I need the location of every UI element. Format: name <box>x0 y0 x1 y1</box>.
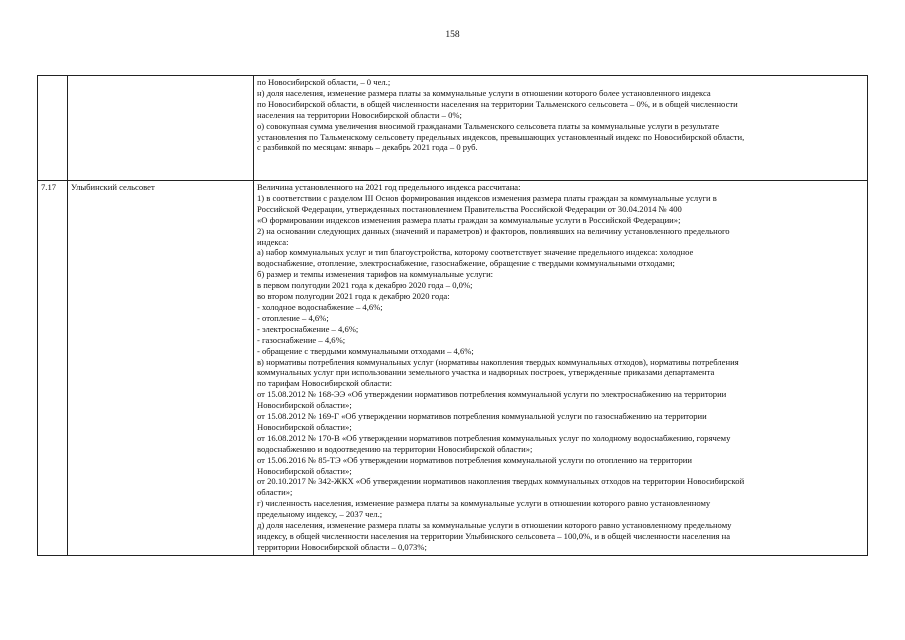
text-line: - газоснабжение – 4,6%; <box>257 334 346 345</box>
text-line: - электроснабжение – 4,6%; <box>257 323 359 334</box>
text-line: от 15.06.2016 № 85-ТЭ «Об утверждении нормативов потребления коммунальной услуги по отоплению на территории <box>257 454 692 465</box>
index-description-cell <box>254 181 868 556</box>
table-body <box>38 76 868 556</box>
text-line: б) размер и темпы изменения тарифов на коммунальные услуги: <box>257 269 494 280</box>
text-line: от 20.10.2017 № 342-ЖКХ «Об утверждении нормативов накопления твердых коммунальных отходов на территории Новосибирской <box>257 476 745 487</box>
row-number: 7.17 <box>41 182 57 192</box>
index-table <box>37 75 868 556</box>
text-line: водоснабжение, отопление, электроснабжение, газоснабжение, обращение с твердыми коммунальными отходами; <box>257 258 675 269</box>
text-line: территории Новосибирской области – 0,073%; <box>257 541 427 552</box>
text-line: 1) в соответствии с разделом III Основ формирования индексов изменения размера платы граждан за коммунальные услуги в <box>257 192 717 203</box>
row-number-cell <box>38 181 68 556</box>
text-line: а) набор коммунальных услуг и тип благоустройства, которому соответствует значение предельного индекса: холодное <box>257 247 694 258</box>
text-line: предельному индексу, – 2037 чел.; <box>257 509 383 520</box>
text-line: Новосибирской области»; <box>257 400 352 411</box>
text-line: Российской Федерации, утвержденных постановлением Правительства Российской Федерации от 30.04.2014 № 400 <box>257 203 682 214</box>
table-row <box>38 76 868 181</box>
text-line: от 16.08.2012 № 170-В «Об утверждении нормативов потребления коммунальных услуг по холодному водоснабжению, горячему <box>257 432 731 443</box>
text-line: - отопление – 4,6%; <box>257 312 329 323</box>
text-line: с разбивкой по месяцам: январь – декабрь 2021 года – 0 руб. <box>257 142 478 153</box>
text-line: д) доля населения, изменение размера платы за коммунальные услуги в отношении которого равно установленному предельному <box>257 520 732 531</box>
text-line: в первом полугодии 2021 года к декабрю 2020 года – 0,0%; <box>257 280 473 291</box>
text-line: по Новосибирской области, в общей численности населения на территории Тальменского сельсовета – 0%, и в общей численности <box>257 98 738 109</box>
text-line: в) нормативы потребления коммунальных услуг (нормативы накопления твердых коммунальных отходов), нормативы потребления <box>257 356 739 367</box>
text-line: Новосибирской области»; <box>257 421 352 432</box>
text-line: н) доля населения, изменение размера платы за коммунальные услуги в отношении которого более установленного индекса <box>257 87 711 98</box>
text-line: о) совокупная сумма увеличения вносимой гражданами Тальменского сельсовета платы за коммунальные услуги в результате <box>257 120 720 131</box>
municipality-cell <box>68 76 254 181</box>
table-row <box>38 181 868 556</box>
municipality-name: Улыбинский сельсовет <box>71 182 155 192</box>
text-line: «О формировании индексов изменения размера платы граждан за коммунальные услуги в Российской Федерации»; <box>257 214 681 225</box>
municipality-cell <box>68 181 254 556</box>
text-line: г) численность населения, изменение размера платы за коммунальные услуги в отношении которого равно установленному <box>257 498 711 509</box>
text-line: индексу, в общей численности населения на территории Улыбинского сельсовета – 100,0%, и в общей численности населения на <box>257 531 731 541</box>
text-line: Величина установленного на 2021 год предельного индекса рассчитана: <box>257 182 521 192</box>
text-line: 2) на основании следующих данных (значений и параметров) и факторов, повлиявших на величину установленного предельного <box>257 225 730 236</box>
text-line: от 15.08.2012 № 169-Г «Об утверждении нормативов потребления коммунальной услуги по газоснабжению на территории <box>257 411 707 422</box>
text-line: Новосибирской области»; <box>257 465 352 476</box>
text-line: по тарифам Новосибирской области: <box>257 378 392 389</box>
text-line: во втором полугодии 2021 года к декабрю 2020 года: <box>257 291 450 302</box>
text-line: населения на территории Новосибирской области – 0%; <box>257 109 462 120</box>
text-line: по Новосибирской области, – 0 чел.; <box>257 77 391 87</box>
text-line: коммунальных услуг при использовании земельного участка и надворных построек, утвержденные приказами департамента <box>257 367 715 378</box>
text-line: области»; <box>257 487 293 498</box>
text-line: водоснабжению и водоотведению на территории Новосибирской области»; <box>257 443 533 454</box>
text-line: индекса: <box>257 236 289 247</box>
text-line: - холодное водоснабжение – 4,6%; <box>257 301 383 312</box>
text-line: установления по Тальменскому сельсовету предельных индексов, превышающих установленный индекс по Новосибирской области, <box>257 131 745 142</box>
text-line: от 15.08.2012 № 168-ЭЭ «Об утверждении нормативов потребления коммунальной услуги по электроснабжению на территории <box>257 389 727 400</box>
index-description-cell <box>254 76 868 181</box>
page-number: 158 <box>445 30 460 40</box>
text-line: - обращение с твердыми коммунальными отходами – 4,6%; <box>257 345 474 356</box>
row-number-cell <box>38 76 68 181</box>
